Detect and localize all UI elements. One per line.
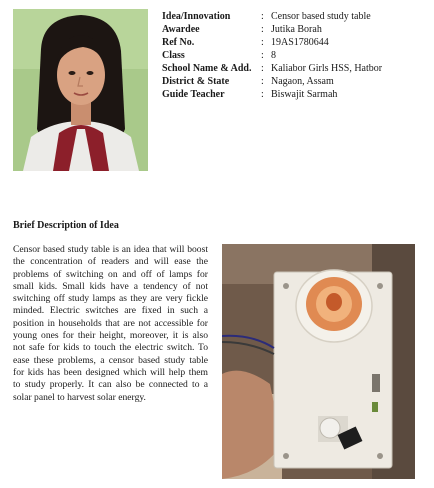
info-row-school xyxy=(162,62,428,75)
info-value: Nagaon, Assam xyxy=(271,76,334,87)
info-row-idea xyxy=(162,10,428,23)
info-separator: : xyxy=(261,11,264,22)
info-row-class xyxy=(162,49,428,62)
info-label: Awardee xyxy=(162,24,200,35)
info-value: Biswajit Sarmah xyxy=(271,89,338,100)
info-separator: : xyxy=(261,89,264,100)
info-value: Jutika Borah xyxy=(271,24,322,35)
info-separator: : xyxy=(261,63,264,74)
description-body: Censor based study table is an idea that will boost the concentration of readers and will ease the problems of switching on and off of lamps for small kids. Small kids have a tendency of not switching off study lamps as they are very fickle minded. Electric switches are fixed in such a position in households that are not accessible for young ones for their height, moreover, it is also not safe for kids to touch the electric switch. To ease these problems, a censor based study table for kids has been designed which will help them to study properly. It can also be connected to a solar panel to harvest solar energy. xyxy=(13,244,208,403)
info-value: 19AS1780644 xyxy=(271,37,329,48)
info-separator: : xyxy=(261,76,264,87)
description-heading: Brief Description of Idea xyxy=(13,220,119,231)
info-row-awardee xyxy=(162,23,428,36)
info-value: Censor based study table xyxy=(271,11,371,22)
info-separator: : xyxy=(261,24,264,35)
info-value: Kaliabor Girls HSS, Hatbor xyxy=(271,63,383,74)
info-value: 8 xyxy=(271,50,276,61)
info-label: Ref No. xyxy=(162,37,195,48)
info-label: Idea/Innovation xyxy=(162,11,231,22)
info-label: School Name & Add. xyxy=(162,63,252,74)
info-label: District & State xyxy=(162,76,230,87)
info-label: Class xyxy=(162,50,185,61)
info-separator: : xyxy=(261,37,264,48)
info-row-guide-teacher xyxy=(162,88,428,101)
info-row-ref-no xyxy=(162,36,428,49)
sensor-lamp-prototype-photo xyxy=(222,244,415,479)
student-portrait-photo xyxy=(13,9,148,171)
info-label: Guide Teacher xyxy=(162,89,225,100)
awardee-info-table xyxy=(162,10,428,101)
info-row-district xyxy=(162,75,428,88)
info-separator: : xyxy=(261,50,264,61)
